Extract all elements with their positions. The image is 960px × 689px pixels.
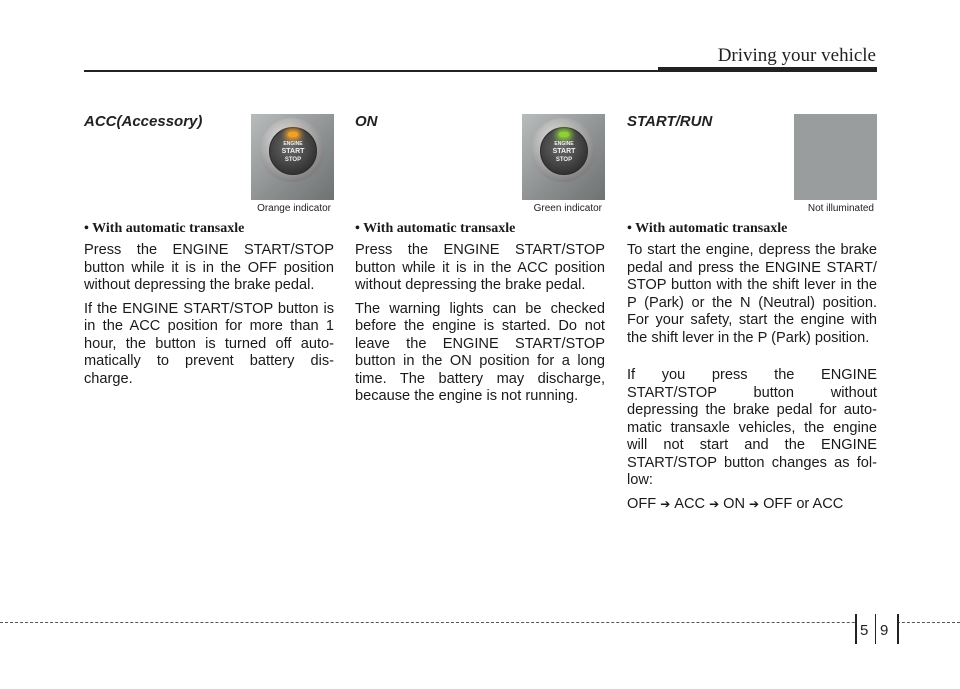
section-title: START/RUN — [627, 113, 713, 130]
sequence-step: ACC — [674, 495, 706, 512]
sequence-step: ON — [723, 495, 746, 512]
button-photo-unlit — [794, 114, 877, 218]
paragraph: The warning lights can be checked before the engine is started. Do not leave the ENGINE START/STOP button in the ON position for a long time. The battery may discharge, because the engine is not running. — [355, 300, 605, 404]
orange-lamp-icon — [288, 132, 298, 137]
arrow-right-icon: ➔ — [660, 496, 671, 511]
arrow-right-icon: ➔ — [749, 496, 760, 511]
paragraph: Press the ENGINE START/STOP button while it is in the OFF position without depressing the brake pedal. — [84, 242, 334, 293]
button-line: ENGINE — [283, 141, 303, 147]
button-line: STOP — [555, 157, 573, 163]
sequence-step: OFF or ACC — [763, 495, 844, 512]
running-header-title: Driving your vehicle — [717, 45, 876, 66]
arrow-right-icon: ➔ — [709, 496, 720, 511]
button-photo-green — [522, 114, 605, 218]
engine-start-stop-button-image — [260, 118, 324, 182]
green-lamp-icon — [559, 132, 569, 137]
paragraph: To start the engine, depress the brake pedal and press the ENGINE START/ STOP button with the shift lever in the P (Park) or the N (Neutral) position. For your safety, start the engine with the shift lever in the P (Park) position. — [627, 242, 877, 346]
photo-caption: Green indicator — [533, 203, 602, 214]
paragraph: Press the ENGINE START/STOP button while it is in the ACC position without depressing the brake pedal. — [355, 242, 605, 293]
bullet-heading: • With automatic transaxle — [627, 221, 788, 236]
photo-caption: Orange indicator — [257, 203, 331, 214]
mode-sequence — [627, 496, 877, 514]
button-photo-placeholder — [794, 114, 877, 200]
header-rule-thick — [658, 67, 877, 72]
bullet-heading: • With automatic transaxle — [355, 221, 516, 236]
photo-caption: Not illuminated — [807, 203, 874, 214]
section-title: ON — [355, 113, 378, 130]
button-line: START — [552, 148, 576, 155]
section-title: ACC(Accessory) — [84, 113, 203, 130]
bullet-heading: • With automatic transaxle — [84, 221, 245, 236]
engine-start-stop-button-image — [531, 118, 595, 182]
footer-rule — [0, 622, 960, 623]
paragraph: If you press the ENGINE START/STOP button without depressing the brake pedal for auto-matic transaxle vehicles, the engine will not start and the ENGINE START/STOP button changes as fol-low: — [627, 367, 877, 488]
button-photo-orange — [251, 114, 334, 218]
header-rule-thin — [84, 70, 658, 72]
sequence-step: OFF — [627, 495, 657, 512]
button-line: ENGINE — [554, 141, 574, 147]
paragraph: If the ENGINE START/STOP button is in the ACC position for more than 1 hour, the button is turned off auto-matically to prevent battery dis-charge. — [84, 300, 334, 387]
page-number: 9 — [880, 622, 889, 639]
button-line: START — [281, 148, 305, 155]
page-number-divider — [875, 614, 876, 644]
button-line: STOP — [284, 157, 302, 163]
chapter-number: 5 — [860, 622, 869, 639]
